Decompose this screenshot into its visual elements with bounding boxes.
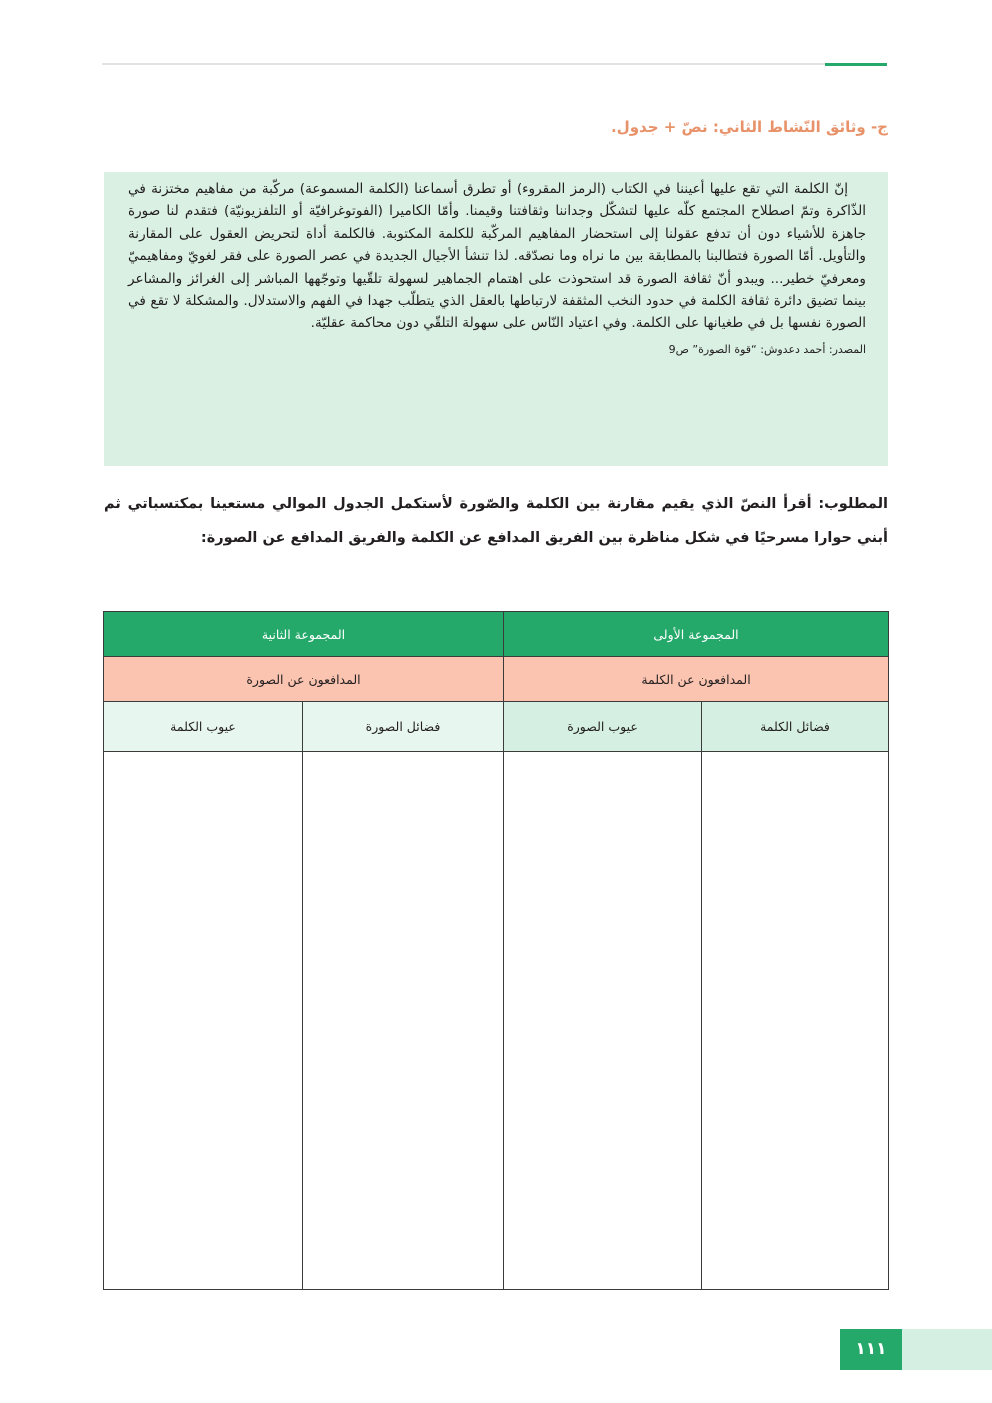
team-image-defenders: المدافعون عن الصورة [104,657,504,702]
quoted-text-source: المصدر: أحمد دعدوش: “قوة الصورة” ص9 [668,342,866,356]
team-header-row [104,657,889,702]
answer-cell-word-virtues[interactable] [702,752,889,1290]
group-header-row [104,612,889,657]
answer-cell-image-flaws[interactable] [504,752,702,1290]
comparison-table [103,611,889,1290]
section-heading: ج- وثائق النّشاط الثاني: نصّ + جدول. [611,118,888,136]
criteria-header-row [104,702,889,752]
task-instruction: المطلوب: أقرأ النصّ الذي يقيم مقارنة بين الكلمة والصّورة لأستكمل الجدول الموالي مستعينا بمكتسباتي ثم أبني حوارا مسرحيًا في شكل مناظرة بين الفريق المدافع عن الكلمة والفريق المدافع عن الصورة: [104,496,888,546]
group-2-header: المجموعة الثانية [104,612,504,657]
answer-cell-word-flaws[interactable] [104,752,303,1290]
criteria-word-flaws: عيوب الكلمة [104,702,303,752]
criteria-image-virtues: فضائل الصورة [303,702,504,752]
team-word-defenders: المدافعون عن الكلمة [504,657,889,702]
answer-cell-image-virtues[interactable] [303,752,504,1290]
answer-row [104,752,889,1290]
page-number: ١١١ [840,1329,902,1370]
criteria-image-flaws: عيوب الصورة [504,702,702,752]
criteria-word-virtues: فضائل الكلمة [702,702,889,752]
group-1-header: المجموعة الأولى [504,612,889,657]
quoted-text-box [104,172,888,466]
quoted-text-body: إنّ الكلمة التي تقع عليها أعيننا في الكتاب (الرمز المقروء) أو تطرق أسماعنا (الكلمة المسموعة) مركّبة من مفاهيم مختزنة في الذّاكرة وتمّ اصطلاح المجتمع كلّه عليها لتشكّل وجداننا وثقافتنا وقيمنا. وأمّا الكاميرا (الفوتوغرافيّة أو التلفزيونيّة) فتقدم لنا صورة جاهزة للأشياء دون أن تدفع عقولنا إلى استحضار المفاهيم المركّبة للكلمة المكتوبة. فالكلمة أداة لتحريض العقول على المقارنة والتأويل. أمّا الصورة فتطالبنا بالمطابقة بين ما نراه وما نصدّقه. لذا تنشأ الأجيال الجديدة في عصر الصورة على فقر لغويّ ومفاهيميّ ومعرفيّ خطير... ويبدو أنّ ثقافة الصورة قد استحوذت على اهتمام الجماهير لسهولة تلقّيها وتوجّهها المباشر إلى الغرائز والمشاعر بينما تضيق دائرة ثقافة الكلمة في حدود النخب المثقفة لارتباطها بالعقل الذي يتطلّب جهدا في الفهم والاستدلال. والمشكلة لا تقع في الصورة نفسها بل في طغيانها على الكلمة. وفي اعتياد النّاس على سهولة التلقّي دون محاكمة عقليّة. [128,181,866,332]
header-rule-accent [825,63,887,66]
header-rule [102,63,887,65]
page-number-strip [902,1329,992,1370]
